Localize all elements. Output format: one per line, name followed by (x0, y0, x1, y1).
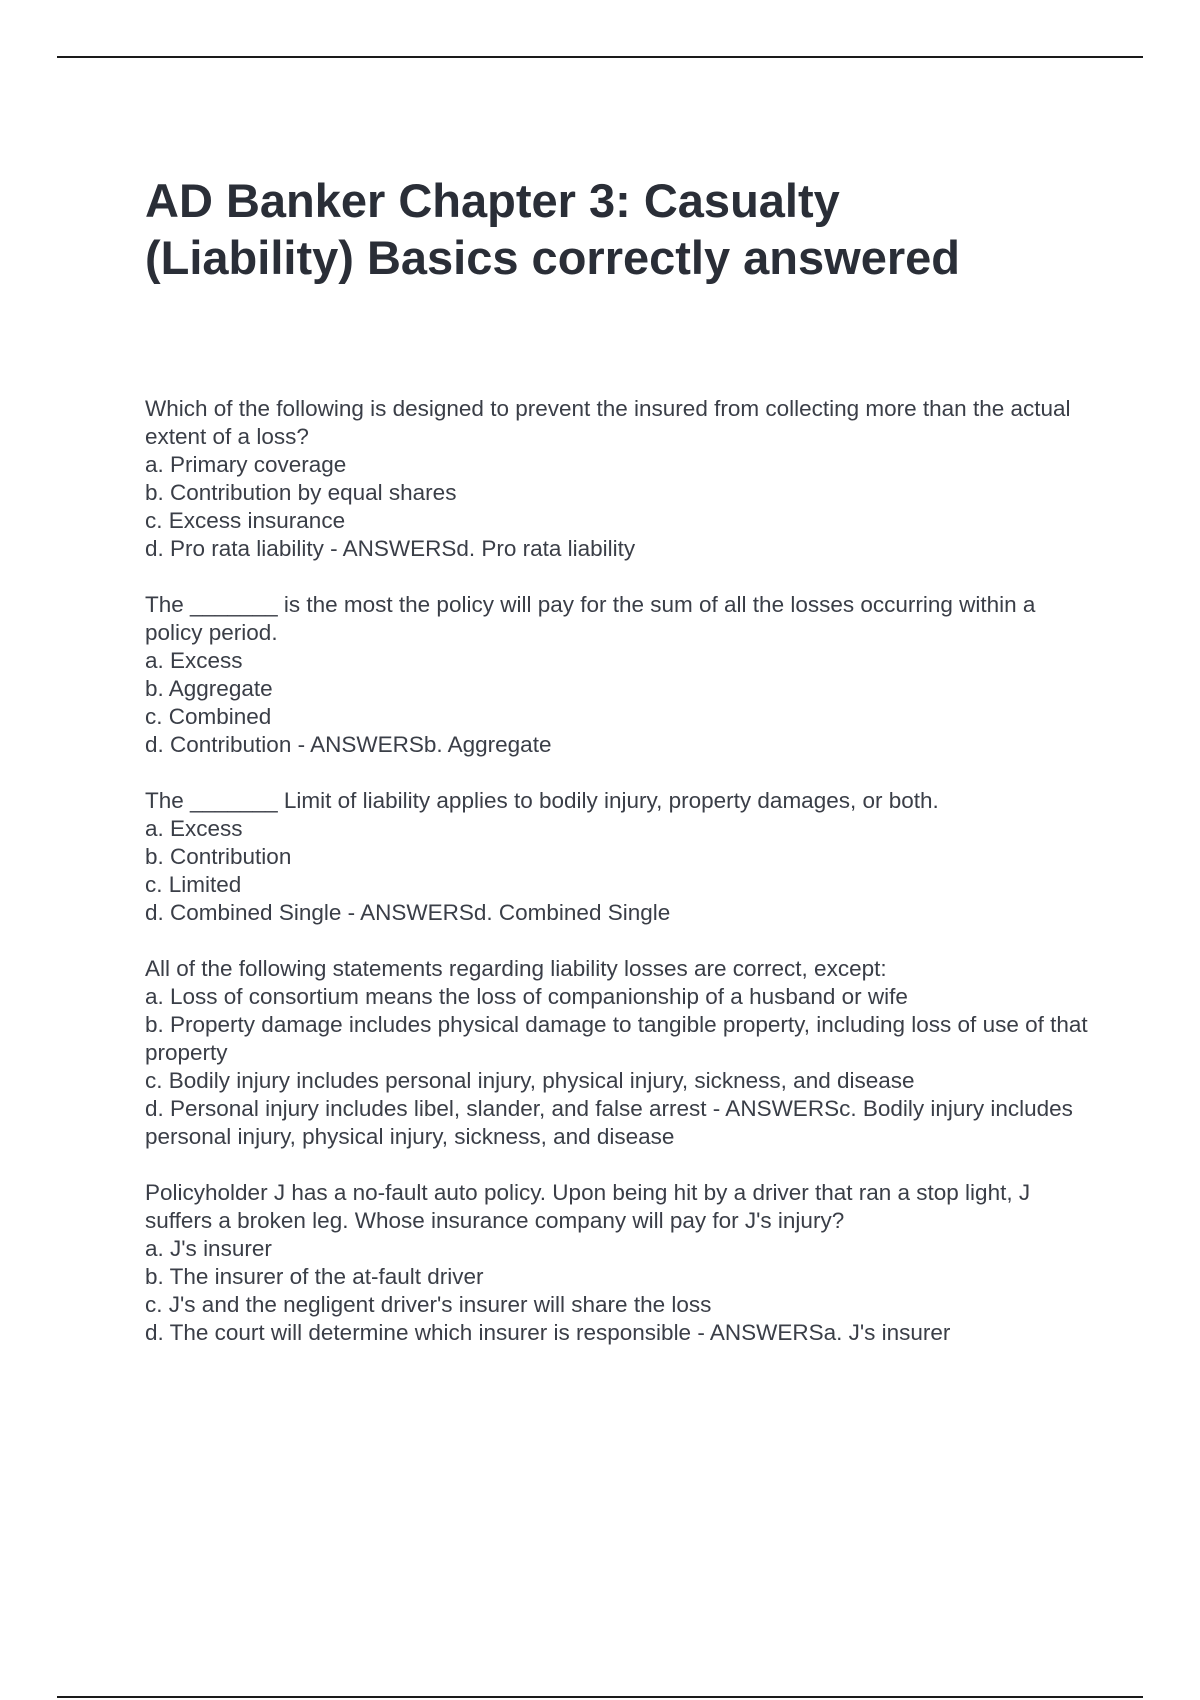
question-prompt: The _______ Limit of liability applies to bodily injury, property damages, or both. (145, 788, 939, 813)
option-d-answer: d. Combined Single - ANSWERSd. Combined Single (145, 900, 671, 925)
option-b: b. Property damage includes physical damage to tangible property, including loss of use of that property (145, 1012, 1088, 1065)
option-a: a. Primary coverage (145, 452, 347, 477)
option-c: c. Bodily injury includes personal injury, physical injury, sickness, and disease (145, 1068, 915, 1093)
option-a: a. Loss of consortium means the loss of companionship of a husband or wife (145, 984, 908, 1009)
question-block (145, 591, 1095, 759)
option-d-answer: d. The court will determine which insurer is responsible - ANSWERSa. J's insurer (145, 1320, 951, 1345)
option-b: b. Aggregate (145, 676, 273, 701)
option-a: a. Excess (145, 648, 243, 673)
question-prompt: Which of the following is designed to prevent the insured from collecting more than the actual extent of a loss? (145, 396, 1071, 449)
title-line-1: AD Banker Chapter 3: Casualty (145, 174, 840, 227)
option-c: c. Excess insurance (145, 508, 346, 533)
document-title (145, 172, 1105, 286)
question-block (145, 395, 1095, 563)
option-b: b. Contribution (145, 844, 292, 869)
option-c: c. Limited (145, 872, 242, 897)
title-line-2: (Liability) Basics correctly answered (145, 231, 960, 284)
option-c: c. J's and the negligent driver's insurer will share the loss (145, 1292, 712, 1317)
bottom-rule (57, 1696, 1143, 1698)
option-d-answer: d. Personal injury includes libel, slander, and false arrest - ANSWERSc. Bodily injury includes personal injury, physical injury, sickness, and disease (145, 1096, 1073, 1149)
question-prompt: Policyholder J has a no-fault auto policy. Upon being hit by a driver that ran a stop light, J suffers a broken leg. Whose insurance company will pay for J's injury? (145, 1180, 1031, 1233)
option-c: c. Combined (145, 704, 272, 729)
question-prompt: The _______ is the most the policy will pay for the sum of all the losses occurring within a policy period. (145, 592, 1036, 645)
question-list (145, 395, 1095, 1375)
option-d-answer: d. Contribution - ANSWERSb. Aggregate (145, 732, 552, 757)
top-rule (57, 56, 1143, 58)
option-a: a. J's insurer (145, 1236, 272, 1261)
question-prompt: All of the following statements regarding liability losses are correct, except: (145, 956, 887, 981)
option-a: a. Excess (145, 816, 243, 841)
question-block (145, 1179, 1095, 1347)
option-b: b. Contribution by equal shares (145, 480, 457, 505)
question-block (145, 787, 1095, 927)
option-b: b. The insurer of the at-fault driver (145, 1264, 484, 1289)
option-d-answer: d. Pro rata liability - ANSWERSd. Pro rata liability (145, 536, 636, 561)
question-block (145, 955, 1095, 1151)
